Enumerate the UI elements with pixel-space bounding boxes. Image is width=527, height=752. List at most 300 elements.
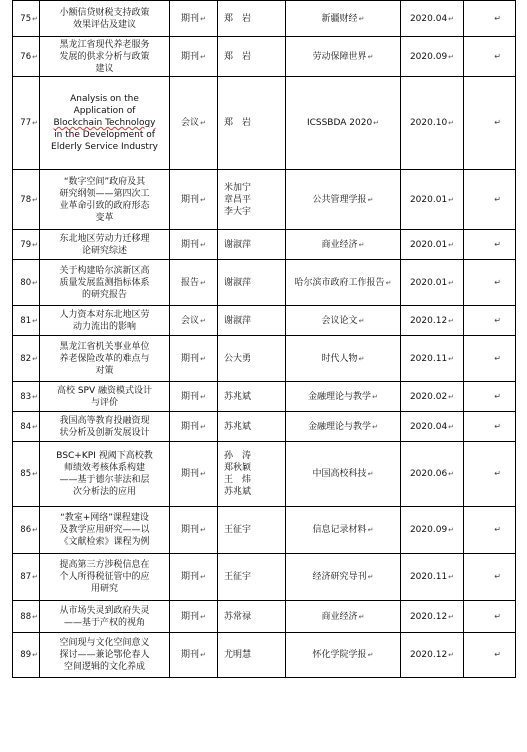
title-line: 业革命引致的政府形态	[59, 200, 150, 211]
title-line: 变革	[95, 212, 114, 223]
row-number: 88	[20, 611, 32, 622]
date-cell	[401, 601, 464, 633]
authors-cell	[218, 507, 286, 554]
title-line: Analysis on the	[70, 94, 139, 104]
table-row	[13, 230, 516, 260]
venue-cell	[286, 230, 401, 260]
title-line: “教室+网络”课程建设	[60, 513, 149, 523]
authors-cell	[218, 601, 286, 633]
title-line: 空间现与文化空间意义	[59, 638, 150, 648]
table-body	[13, 1, 516, 678]
title-line: 黑龙江省机关事业单位	[59, 341, 150, 352]
author-name: 王征宇	[224, 525, 252, 535]
type-cell	[170, 230, 218, 260]
paragraph-mark: ↵	[200, 316, 206, 325]
title-line: 及教学应用研究——以	[59, 525, 150, 535]
publication-date: 2020.01	[409, 277, 448, 288]
date-cell	[401, 412, 464, 442]
author-name: 谢淑萍	[224, 315, 252, 326]
paragraph-mark: ↵	[494, 353, 501, 363]
row-number: 86	[20, 525, 32, 535]
row-number: 80	[20, 277, 32, 288]
title-cell	[40, 37, 170, 77]
title-line: in the Development of	[54, 130, 155, 140]
blank-cell	[464, 230, 516, 260]
paragraph-mark: ↵	[494, 51, 501, 61]
date-cell	[401, 442, 464, 507]
venue-name: 怀化学院学报	[312, 650, 367, 660]
paragraph-mark: ↵	[448, 52, 455, 61]
author-name: 公大勇	[224, 353, 252, 364]
row-number: 87	[20, 572, 32, 582]
paragraph-mark: ↵	[358, 240, 365, 249]
publication-date: 2020.11	[409, 353, 448, 364]
paragraph-mark: ↵	[32, 195, 38, 204]
authors-cell	[218, 1, 286, 37]
venue-cell	[286, 382, 401, 412]
type-cell	[170, 77, 218, 170]
venue-cell	[286, 77, 401, 170]
date-cell	[401, 77, 464, 170]
table-row	[13, 37, 516, 77]
publication-type: 期刊	[181, 391, 200, 402]
title-cell	[40, 77, 170, 170]
title-line: ——基于产权的视角	[63, 617, 145, 628]
type-cell	[170, 633, 218, 678]
venue-name: 公共管理学报	[312, 194, 367, 205]
authors-cell	[218, 306, 286, 336]
title-cell	[40, 382, 170, 412]
title-cell	[40, 230, 170, 260]
author-name: 李大宇	[224, 206, 252, 217]
paragraph-mark: ↵	[200, 354, 206, 363]
row-number: 83	[20, 391, 32, 402]
row-number-cell	[13, 336, 40, 382]
publication-date: 2020.02	[409, 391, 448, 402]
venue-name: 金融理论与教学	[308, 421, 372, 432]
date-cell	[401, 633, 464, 678]
type-cell	[170, 336, 218, 382]
paragraph-mark: ↵	[358, 354, 365, 363]
paragraph-mark: ↵	[32, 52, 38, 61]
date-cell	[401, 554, 464, 601]
title-line: 提高第三方涉税信息在	[59, 560, 150, 570]
paragraph-mark: ↵	[358, 612, 365, 621]
paragraph-mark: ↵	[494, 13, 501, 23]
table-row	[13, 601, 516, 633]
title-line: 研究纲领——第四次工	[59, 188, 150, 199]
title-line: 次分析法的应用	[72, 487, 136, 497]
authors-cell	[218, 442, 286, 507]
paragraph-mark: ↵	[494, 525, 501, 534]
publication-date: 2020.01	[409, 239, 448, 250]
author-name: 谢淑萍	[224, 239, 252, 250]
paragraph-mark: ↵	[494, 469, 501, 478]
paragraph-mark: ↵	[32, 651, 38, 659]
publication-type: 期刊	[181, 525, 200, 535]
title-line: Elderly Service Industry	[51, 142, 158, 152]
publication-type: 会议	[181, 118, 200, 128]
blank-cell	[464, 442, 516, 507]
title-line: 状分析及创新发展设计	[59, 427, 150, 438]
publication-type: 期刊	[181, 239, 200, 250]
date-cell	[401, 260, 464, 306]
venue-cell	[286, 601, 401, 633]
paragraph-mark: ↵	[32, 470, 38, 478]
row-number-cell	[13, 306, 40, 336]
paragraph-mark: ↵	[385, 278, 392, 287]
row-number: 85	[20, 469, 32, 479]
publication-date: 2020.12	[409, 611, 448, 622]
author-name: 王征宇	[224, 572, 252, 582]
title-cell	[40, 412, 170, 442]
table-row	[13, 260, 516, 306]
title-line: 我国高等教育投融资现	[59, 415, 150, 426]
author-name: 郑 岩	[224, 118, 252, 128]
paragraph-mark: ↵	[200, 392, 206, 401]
paragraph-mark: ↵	[32, 354, 38, 363]
title-line: 发展的供求分析与政策	[59, 51, 150, 62]
paragraph-mark: ↵	[200, 278, 206, 287]
title-line: 黑龙江省现代养老服务	[59, 39, 150, 50]
authors-cell	[218, 633, 286, 678]
type-cell	[170, 507, 218, 554]
title-line: 东北地区劳动力迁移理	[59, 233, 150, 244]
date-cell	[401, 336, 464, 382]
paragraph-mark: ↵	[32, 14, 38, 23]
blank-cell	[464, 170, 516, 230]
authors-cell	[218, 37, 286, 77]
paragraph-mark: ↵	[448, 316, 455, 325]
publication-type: 期刊	[181, 13, 200, 24]
row-number: 84	[20, 421, 32, 432]
blank-cell	[464, 382, 516, 412]
paragraph-mark: ↵	[32, 422, 38, 431]
author-name: 尤明慧	[224, 650, 252, 660]
paragraph-mark: ↵	[367, 195, 374, 204]
venue-cell	[286, 336, 401, 382]
venue-name: 信息记录材料	[312, 525, 367, 535]
paragraph-mark: ↵	[448, 14, 455, 23]
title-line: 论研究综述	[81, 245, 127, 256]
venue-cell	[286, 554, 401, 601]
authors-cell	[218, 336, 286, 382]
publication-type: 期刊	[181, 469, 200, 479]
paragraph-mark: ↵	[494, 572, 501, 581]
paragraph-mark: ↵	[448, 392, 455, 401]
authors-cell	[218, 554, 286, 601]
title-line: 关于构建哈尔滨新区高	[59, 265, 150, 276]
date-cell	[401, 170, 464, 230]
publication-type: 会议	[181, 315, 200, 326]
date-cell	[401, 382, 464, 412]
publication-type: 期刊	[181, 611, 200, 622]
table-row	[13, 633, 516, 678]
table-row	[13, 554, 516, 601]
paragraph-mark: ↵	[32, 316, 38, 325]
title-line: Application of	[73, 106, 136, 116]
venue-cell	[286, 170, 401, 230]
table-row	[13, 336, 516, 382]
title-cell	[40, 442, 170, 507]
table-row	[13, 382, 516, 412]
publication-date: 2020.04	[409, 421, 448, 432]
blank-cell	[464, 77, 516, 170]
author-name: 王 炜	[224, 475, 252, 485]
author-name: 孙 涛	[224, 451, 252, 461]
publication-type: 期刊	[181, 421, 200, 432]
author-name: 郑 岩	[224, 51, 252, 62]
paragraph-mark: ↵	[32, 573, 38, 581]
title-line: 人力资本对东北地区劳	[59, 309, 150, 320]
row-number-cell	[13, 633, 40, 678]
title-cell	[40, 601, 170, 633]
venue-cell	[286, 633, 401, 678]
row-number: 81	[20, 315, 32, 326]
paragraph-mark: ↵	[200, 52, 206, 61]
venue-name: 金融理论与教学	[308, 391, 372, 402]
blank-cell	[464, 554, 516, 601]
venue-name: 哈尔滨市政府工作报告	[294, 277, 385, 288]
paragraph-mark: ↵	[367, 526, 374, 534]
author-name: 苏兆斌	[224, 487, 252, 497]
blank-cell	[464, 601, 516, 633]
venue-cell	[286, 1, 401, 37]
authors-cell	[218, 170, 286, 230]
date-cell	[401, 306, 464, 336]
row-number: 89	[20, 650, 32, 660]
venue-name: 经济研究导刊	[312, 572, 367, 582]
paragraph-mark: ↵	[358, 316, 365, 325]
venue-cell	[286, 306, 401, 336]
table-row	[13, 442, 516, 507]
blank-cell	[464, 633, 516, 678]
venue-name: 会议论文	[321, 315, 358, 326]
row-number-cell	[13, 37, 40, 77]
title-cell	[40, 633, 170, 678]
paragraph-mark: ↵	[200, 651, 206, 659]
venue-name: 中国高校科技	[312, 469, 367, 479]
title-cell	[40, 1, 170, 37]
venue-cell	[286, 442, 401, 507]
date-cell	[401, 230, 464, 260]
publication-type: 期刊	[181, 650, 200, 660]
title-line: 探讨——兼论鄂伦春人	[59, 650, 150, 660]
title-line: 用研究	[90, 584, 118, 594]
title-cell	[40, 170, 170, 230]
table-row	[13, 77, 516, 170]
row-number-cell	[13, 382, 40, 412]
publication-date: 2020.09	[409, 525, 448, 535]
row-number: 78	[20, 194, 32, 205]
publication-type: 期刊	[181, 353, 200, 364]
row-number: 75	[20, 13, 32, 24]
type-cell	[170, 412, 218, 442]
title-line: 高校 SPV 融资模式设计	[56, 385, 153, 396]
author-name: 苏兆斌	[224, 391, 252, 402]
paragraph-mark: ↵	[448, 278, 455, 287]
title-cell	[40, 554, 170, 601]
blank-cell	[464, 1, 516, 37]
venue-cell	[286, 260, 401, 306]
title-line: 的研究报告	[81, 289, 127, 300]
publication-date: 2020.01	[409, 194, 448, 205]
paragraph-mark: ↵	[373, 119, 380, 127]
row-number-cell	[13, 442, 40, 507]
row-number-cell	[13, 230, 40, 260]
type-cell	[170, 260, 218, 306]
title-line: 从市场失灵到政府失灵	[59, 605, 150, 616]
paragraph-mark: ↵	[200, 119, 206, 127]
authors-cell	[218, 382, 286, 412]
paragraph-mark: ↵	[448, 526, 455, 534]
title-line: 效果评估及建议	[72, 19, 136, 30]
author-name: 苏常禄	[224, 611, 252, 622]
table-row	[13, 412, 516, 442]
date-cell	[401, 507, 464, 554]
blank-cell	[464, 336, 516, 382]
publication-date: 2020.12	[409, 650, 448, 660]
paragraph-mark: ↵	[32, 392, 38, 401]
title-line: 与评价	[90, 397, 118, 408]
title-line: ——基于德尔菲法和层	[59, 475, 150, 485]
paragraph-mark: ↵	[494, 611, 501, 621]
venue-name: 商业经济	[321, 239, 358, 250]
type-cell	[170, 382, 218, 412]
paragraph-mark: ↵	[32, 612, 38, 621]
title-line: 动力流出的影响	[72, 321, 136, 332]
author-name: 苏兆斌	[224, 421, 252, 432]
title-line: BSC+KPI 视阈下高校教	[56, 451, 153, 461]
paragraph-mark: ↵	[367, 651, 374, 659]
date-cell	[401, 37, 464, 77]
publication-date: 2020.12	[409, 315, 448, 326]
author-name: 米加宁	[224, 182, 252, 193]
paragraph-mark: ↵	[494, 650, 501, 659]
row-number-cell	[13, 507, 40, 554]
table-row	[13, 507, 516, 554]
type-cell	[170, 170, 218, 230]
authors-cell	[218, 77, 286, 170]
row-number-cell	[13, 170, 40, 230]
paragraph-mark: ↵	[367, 470, 374, 478]
paragraph-mark: ↵	[358, 14, 365, 23]
paragraph-mark: ↵	[448, 573, 455, 581]
paragraph-mark: ↵	[32, 278, 38, 287]
row-number-cell	[13, 601, 40, 633]
paragraph-mark: ↵	[494, 421, 501, 431]
blank-cell	[464, 507, 516, 554]
venue-name: 新疆财经	[321, 13, 358, 24]
paragraph-mark: ↵	[494, 391, 501, 401]
title-line: 建议	[95, 63, 114, 74]
venue-name: ICSSBDA 2020	[306, 118, 373, 128]
title-cell	[40, 260, 170, 306]
author-name: 郑秋颖	[224, 463, 252, 473]
title-cell	[40, 336, 170, 382]
paragraph-mark: ↵	[32, 240, 38, 249]
paragraph-mark: ↵	[448, 240, 455, 249]
paragraph-mark: ↵	[448, 651, 455, 659]
type-cell	[170, 442, 218, 507]
venue-name: 劳动保障世界	[312, 51, 367, 62]
author-name: 郑 岩	[224, 13, 252, 24]
paragraph-mark: ↵	[200, 573, 206, 581]
paragraph-mark: ↵	[448, 470, 455, 478]
publication-type: 期刊	[181, 572, 200, 582]
venue-cell	[286, 507, 401, 554]
table-row	[13, 170, 516, 230]
venue-cell	[286, 37, 401, 77]
table-row	[13, 1, 516, 37]
venue-name: 时代人物	[321, 353, 358, 364]
paragraph-mark: ↵	[200, 470, 206, 478]
type-cell	[170, 601, 218, 633]
paragraph-mark: ↵	[200, 14, 206, 23]
publication-table-container	[12, 0, 515, 678]
title-line: “数字空间”政府及其	[63, 176, 146, 187]
title-line: 对策	[95, 365, 114, 376]
title-cell	[40, 306, 170, 336]
row-number-cell	[13, 412, 40, 442]
row-number-cell	[13, 77, 40, 170]
title-line: 小额信贷财税支持政策	[59, 7, 150, 18]
paragraph-mark: ↵	[372, 392, 378, 401]
title-line: Blockchain Technology	[53, 118, 156, 128]
authors-cell	[218, 412, 286, 442]
publication-type: 期刊	[181, 51, 200, 62]
blank-cell	[464, 412, 516, 442]
publication-date: 2020.09	[409, 51, 448, 62]
type-cell	[170, 1, 218, 37]
date-cell	[401, 1, 464, 37]
paragraph-mark: ↵	[494, 118, 501, 127]
publication-type: 报告	[181, 277, 200, 288]
venue-cell	[286, 412, 401, 442]
publication-table	[12, 0, 516, 678]
title-line: 个人所得税征管中的应	[59, 572, 150, 582]
paragraph-mark: ↵	[448, 612, 455, 621]
table-row	[13, 306, 516, 336]
paragraph-mark: ↵	[200, 526, 206, 534]
paragraph-mark: ↵	[200, 195, 206, 204]
type-cell	[170, 554, 218, 601]
paragraph-mark: ↵	[448, 354, 455, 363]
venue-name: 商业经济	[321, 611, 358, 622]
row-number-cell	[13, 260, 40, 306]
paragraph-mark: ↵	[32, 526, 38, 534]
author-name: 谢淑萍	[224, 277, 252, 288]
paragraph-mark: ↵	[32, 119, 38, 127]
paragraph-mark: ↵	[448, 119, 455, 127]
row-number: 79	[20, 239, 32, 250]
title-cell	[40, 507, 170, 554]
blank-cell	[464, 37, 516, 77]
row-number: 77	[20, 118, 32, 128]
paragraph-mark: ↵	[367, 52, 374, 61]
authors-cell	[218, 230, 286, 260]
paragraph-mark: ↵	[494, 277, 501, 287]
publication-date: 2020.06	[409, 469, 448, 479]
type-cell	[170, 37, 218, 77]
paragraph-mark: ↵	[372, 422, 378, 431]
publication-date: 2020.04	[409, 13, 448, 24]
row-number-cell	[13, 1, 40, 37]
blank-cell	[464, 260, 516, 306]
paragraph-mark: ↵	[494, 315, 501, 325]
authors-cell	[218, 260, 286, 306]
blank-cell	[464, 306, 516, 336]
